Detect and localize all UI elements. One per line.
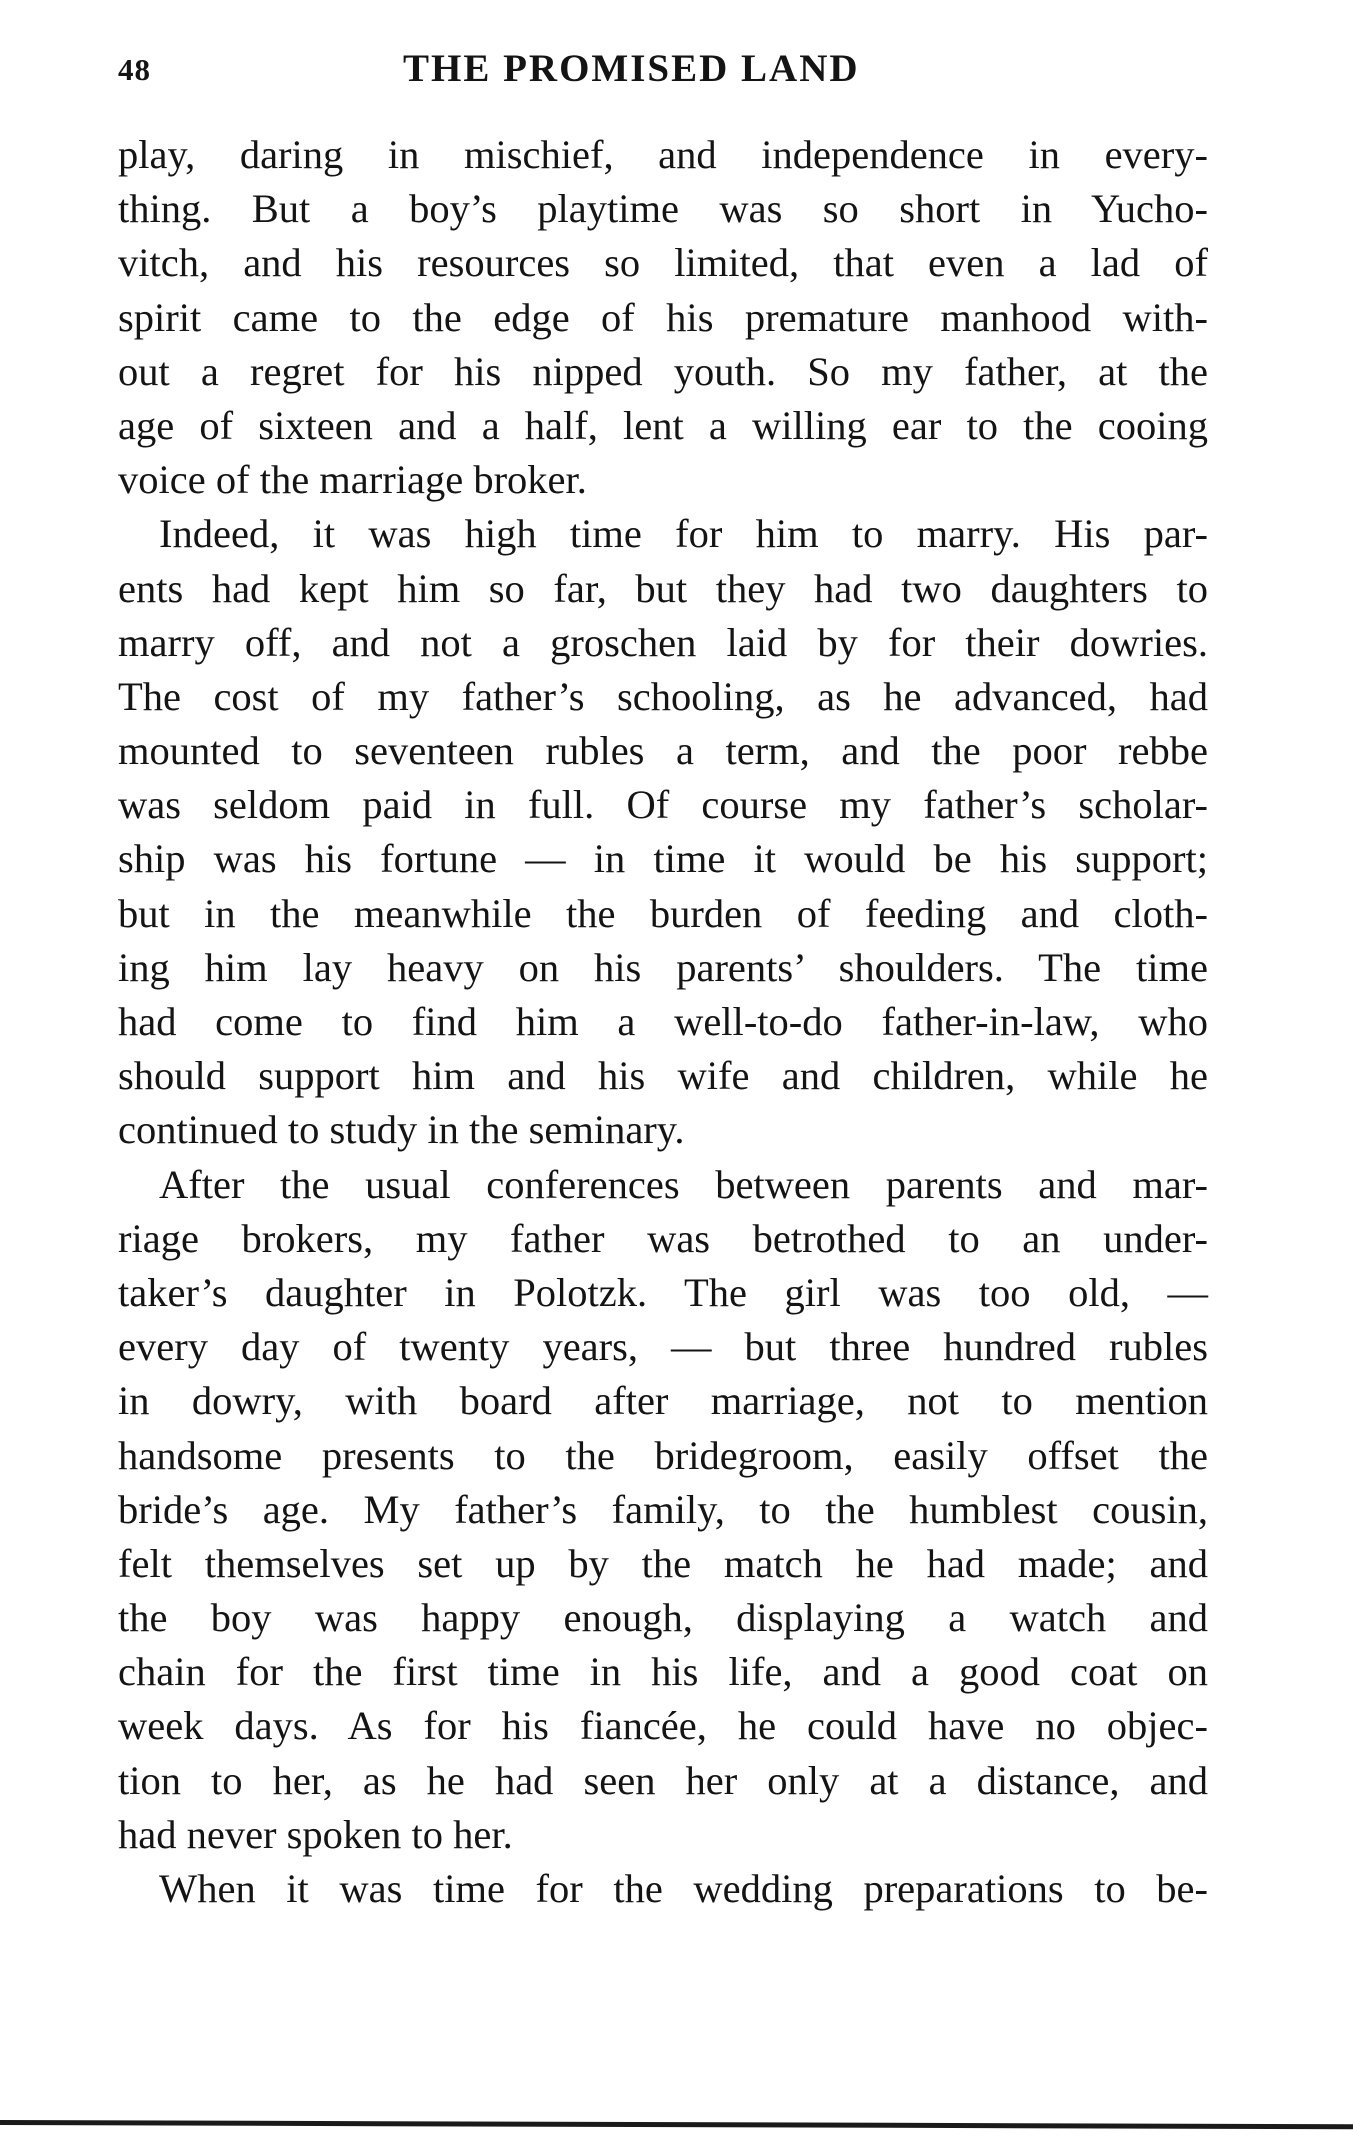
text-line: handsome presents to the bridegroom, easily offset the [118, 1432, 1208, 1478]
text-line: ents had kept him so far, but they had two daughters to [118, 565, 1208, 611]
text-line: was seldom paid in full. Of course my father’s scholar- [118, 782, 1208, 828]
text-line: felt themselves set up by the match he had made; and [118, 1540, 1208, 1586]
text-line: ship was his fortune — in time it would be his support; [118, 836, 1208, 882]
text-line: tion to her, as he had seen her only at a distance, and [118, 1757, 1208, 1803]
page-number: 48 [118, 52, 151, 87]
body-text [118, 128, 1208, 1916]
text-line: every day of twenty years, — but three hundred rubles [118, 1324, 1208, 1370]
text-line: age of sixteen and a half, lent a willing ear to the cooing [118, 402, 1208, 448]
text-line: chain for the first time in his life, and a good coat on [118, 1649, 1208, 1695]
page-header [118, 46, 1208, 96]
text-line: the boy was happy enough, displaying a watch and [118, 1595, 1208, 1641]
text-line: bride’s age. My father’s family, to the humblest cousin, [118, 1486, 1208, 1532]
paragraph-start-line: When it was time for the wedding preparations to be- [159, 1866, 1208, 1911]
text-line: should support him and his wife and children, while he [118, 1053, 1208, 1099]
text-line: vitch, and his resources so limited, that even a lad of [118, 240, 1208, 286]
text-line: had never spoken to her. [118, 1811, 513, 1857]
text-line: marry off, and not a groschen laid by for their dowries. [118, 619, 1208, 665]
text-line: in dowry, with board after marriage, not to mention [118, 1378, 1208, 1424]
page-bottom-rule [0, 2120, 1353, 2129]
text-line: week days. As for his fiancée, he could have no objec- [118, 1703, 1208, 1749]
running-title: THE PROMISED LAND [403, 47, 860, 90]
text-line: ing him lay heavy on his parents’ shoulders. The time [118, 944, 1208, 990]
text-line: had come to find him a well-to-do father-in-law, who [118, 999, 1208, 1044]
text-line: taker’s daughter in Polotzk. The girl was too old, — [118, 1269, 1208, 1315]
text-line: thing. But a boy’s playtime was so short in Yucho- [118, 186, 1208, 232]
text-line: out a regret for his nipped youth. So my father, at the [118, 348, 1208, 394]
text-line: but in the meanwhile the burden of feeding and cloth- [118, 890, 1208, 936]
text-line: voice of the marriage broker. [118, 457, 587, 503]
text-line: riage brokers, my father was betrothed to an under- [118, 1215, 1208, 1261]
paragraph-start-line: Indeed, it was high time for him to marry. His par- [159, 511, 1208, 557]
paragraph-start-line: After the usual conferences between parents and mar- [159, 1161, 1208, 1207]
text-line: mounted to seventeen rubles a term, and the poor rebbe [118, 728, 1208, 774]
text-line: The cost of my father’s schooling, as he advanced, had [118, 673, 1208, 719]
text-line: spirit came to the edge of his premature manhood with- [118, 294, 1208, 340]
text-line: continued to study in the seminary. [118, 1107, 685, 1153]
text-line: play, daring in mischief, and independence in every- [118, 132, 1208, 177]
